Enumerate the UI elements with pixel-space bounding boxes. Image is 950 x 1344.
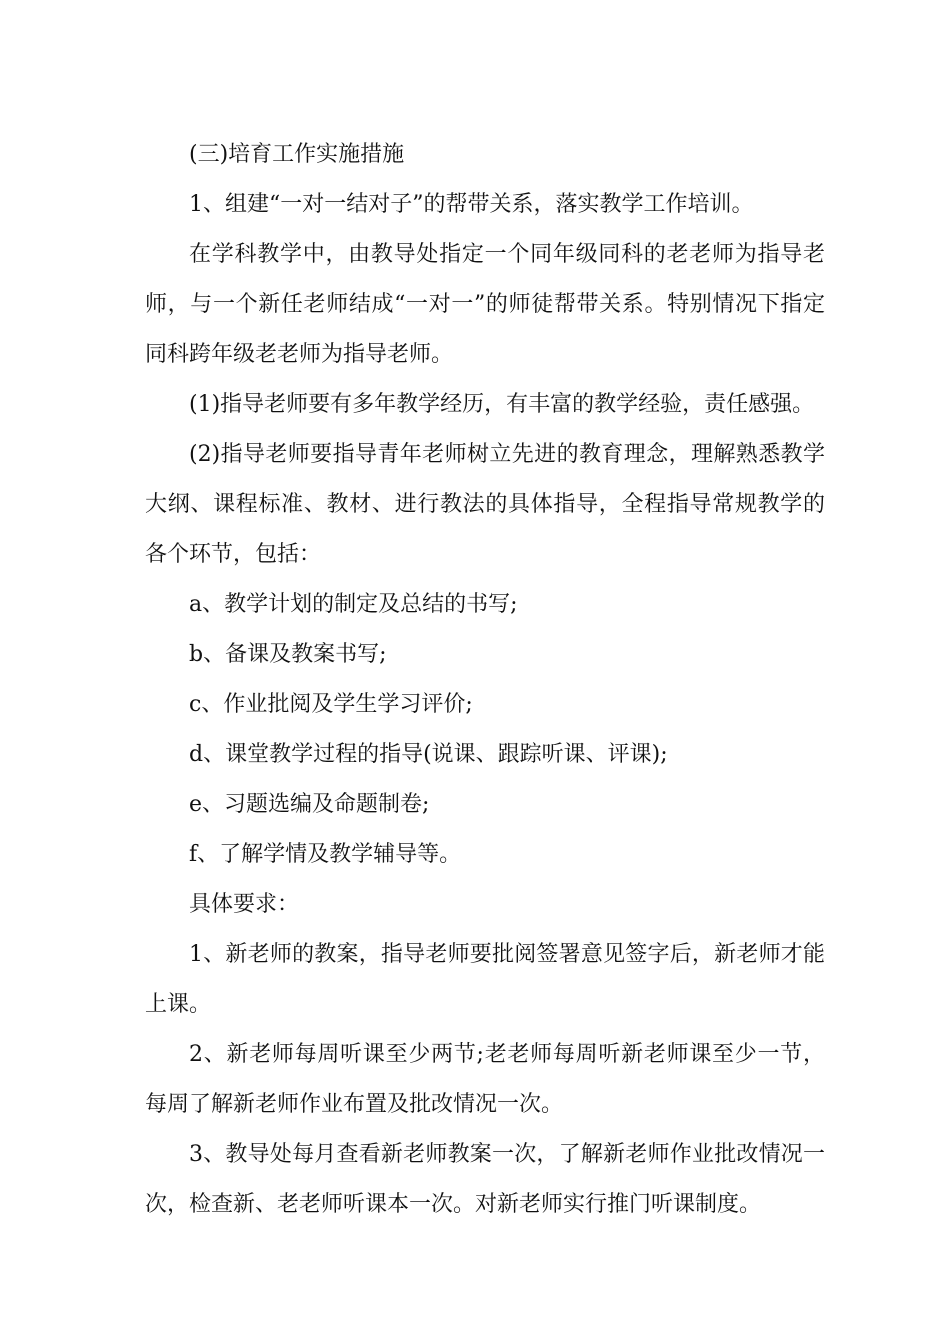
paragraph: (2)指导老师要指导青年老师树立先进的教育理念，理解熟悉教学大纲、课程标准、教材、进行教法的具体指导，全程指导常规教学的各个环节，包括： — [145, 442, 825, 567]
list-item: a、教学计划的制定及总结的书写; — [189, 592, 518, 617]
paragraph: 2、新老师每周听课至少两节;老老师每周听新老师课至少一节，每周了解新老师作业布置及批改情况一次。 — [145, 1042, 825, 1117]
paragraph: 1、新老师的教案，指导老师要批阅签署意见签字后，新老师才能上课。 — [145, 942, 825, 1017]
list-item: d、课堂教学过程的指导(说课、跟踪听课、评课); — [189, 742, 668, 767]
list-item: e、习题选编及命题制卷; — [189, 792, 430, 817]
section-heading: (三)培育工作实施措施 — [189, 142, 405, 167]
document-body — [145, 130, 825, 1230]
paragraph: 3、教导处每月查看新老师教案一次，了解新老师作业批改情况一次，检查新、老老师听课本一次。对新老师实行推门听课制度。 — [145, 1142, 825, 1217]
list-item: c、作业批阅及学生学习评价; — [189, 692, 473, 717]
paragraph: (1)指导老师要有多年教学经历，有丰富的教学经验，责任感强。 — [189, 392, 815, 417]
paragraph: 1、组建“一对一结对子”的帮带关系，落实教学工作培训。 — [189, 192, 754, 217]
list-item: b、备课及教案书写; — [189, 642, 387, 667]
subheading: 具体要求： — [189, 892, 300, 917]
list-item: f、了解学情及教学辅导等。 — [189, 842, 462, 867]
paragraph: 在学科教学中，由教导处指定一个同年级同科的老老师为指导老师，与一个新任老师结成“一对一”的师徒帮带关系。特别情况下指定同科跨年级老老师为指导老师。 — [145, 242, 825, 367]
